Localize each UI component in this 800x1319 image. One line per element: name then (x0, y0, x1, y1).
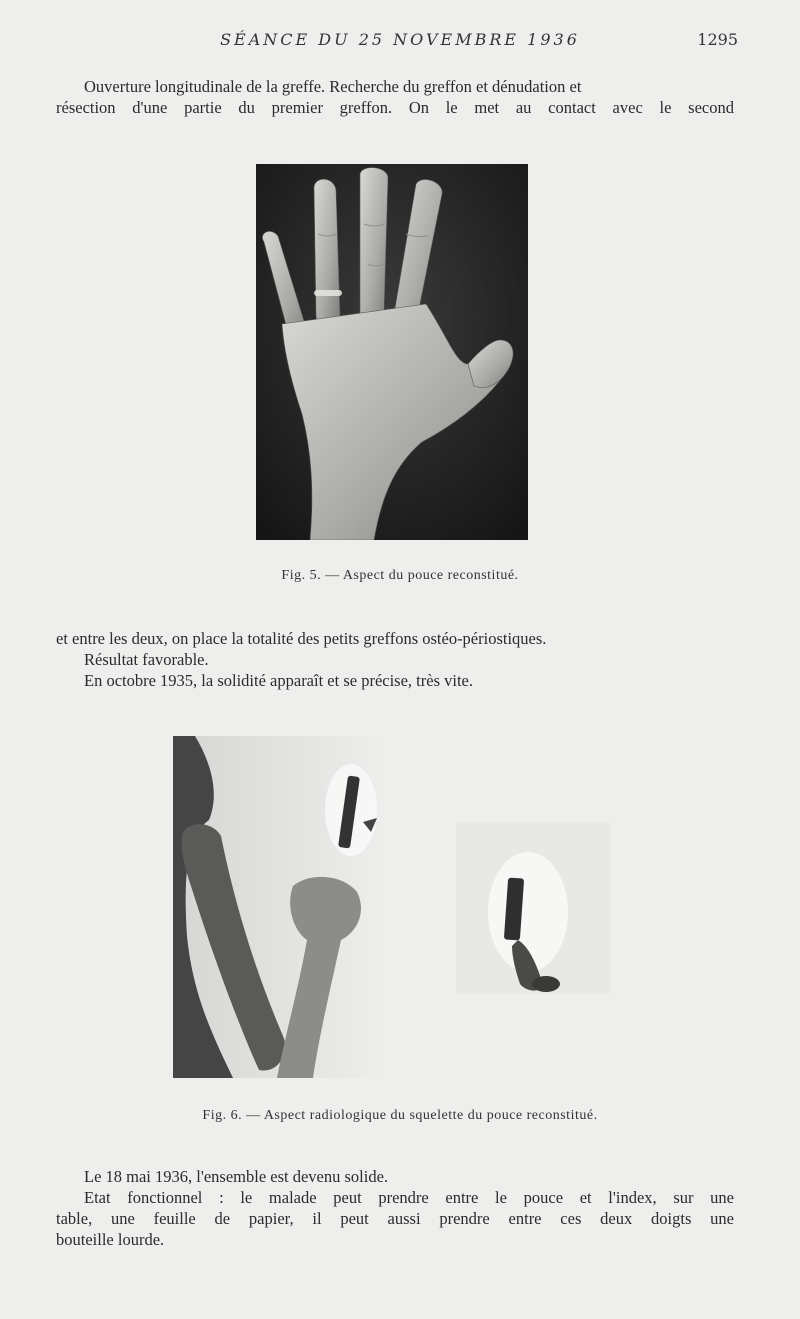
paragraph-middle-line-1: et entre les deux, on place la totalité des petits greffons ostéo-périostiques. (56, 629, 547, 648)
running-header-title: SÉANCE DU 25 NOVEMBRE 1936 (220, 30, 580, 49)
figure-5-caption: Fig. 5. — Aspect du pouce reconstitué. (281, 568, 519, 583)
paragraph-bottom-line-4: bouteille lourde. (56, 1230, 165, 1249)
paragraph-middle-line-3: En octobre 1935, la solidité apparaît et se précise, très vite. (84, 671, 473, 690)
paragraph-bottom-line-3: table, une feuille de papier, il peut aussi prendre entre ces deux doigts une (56, 1209, 734, 1228)
paragraph-bottom (56, 1166, 734, 1250)
figure-6-radiograph-small (456, 822, 610, 994)
figure-6-radiograph-large (173, 736, 397, 1078)
paragraph-top-line-2: résection d'une partie du premier greffon. On le met au contact avec le second (56, 98, 734, 117)
paragraph-top (56, 76, 734, 118)
page-number: 1295 (697, 30, 738, 49)
paragraph-bottom-line-1: Le 18 mai 1936, l'ensemble est devenu solide. (84, 1167, 389, 1186)
paragraph-bottom-line-2: Etat fonctionnel : le malade peut prendre entre le pouce et l'index, sur une (84, 1188, 734, 1207)
figure-6-caption: Fig. 6. — Aspect radiologique du squelette du pouce reconstitué. (202, 1108, 598, 1123)
paragraph-middle-line-2: Résultat favorable. (84, 650, 209, 669)
paragraph-top-line-1: Ouverture longitudinale de la greffe. Recherche du greffon et dénudation et (84, 77, 582, 96)
paragraph-middle (56, 628, 734, 691)
figure-5-hand-photo (256, 164, 528, 540)
